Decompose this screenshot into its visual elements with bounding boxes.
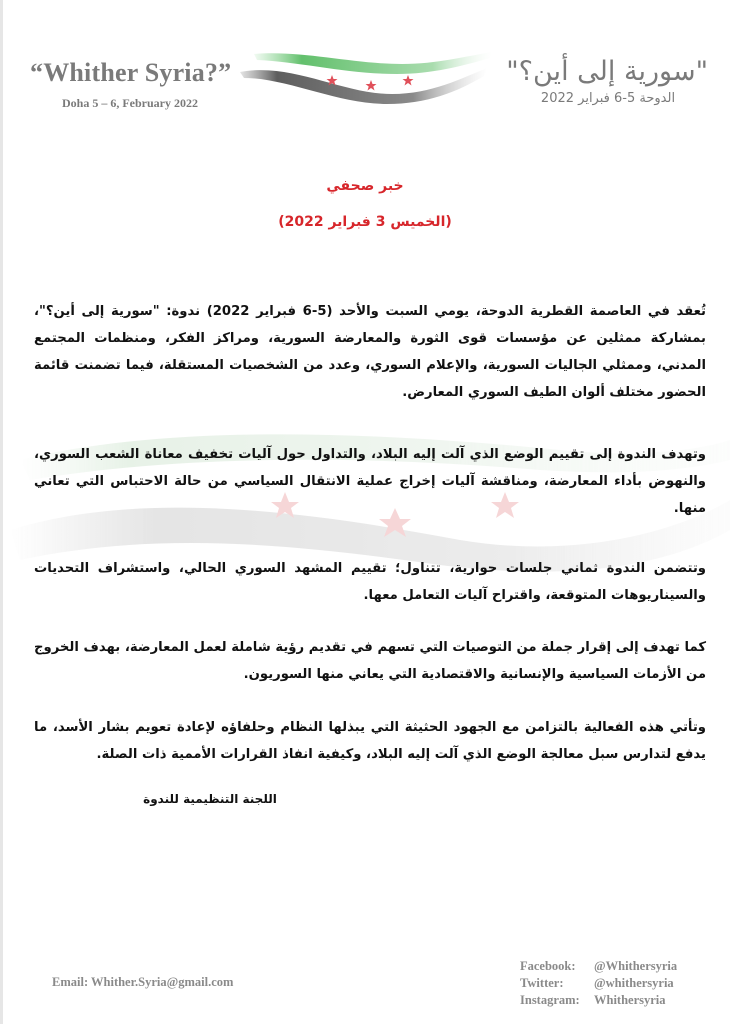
social-handle-twitter[interactable]: @whithersyria [594, 976, 674, 990]
header-english [30, 58, 230, 111]
social-facebook [520, 958, 677, 975]
flag-star-icon [403, 75, 414, 86]
footer-social [520, 958, 677, 1009]
social-handle-instagram[interactable]: Whithersyria [594, 993, 666, 1007]
social-instagram [520, 992, 677, 1009]
email-label: Email: [52, 975, 89, 989]
social-label: Twitter: [520, 976, 564, 990]
social-twitter [520, 975, 677, 992]
header-date-ar: الدوحة 5-6 فبراير 2022 [540, 91, 676, 106]
body-paragraph: تُعقد في العاصمة القطرية الدوحة، يومي السبت والأحد (5-6 فبراير 2022) ندوة: "سورية إلى أين؟"، بمشاركة ممثلين عن مؤسسات قوى الثورة والمعارضة السورية، ومراكز الفكر، ومنظمات المجتمع المدني، وممثلي الجاليات السورية، والإعلام السوري، وعدد من الشخصيات المستقلة، فيما تضمنت قائمة الحضور مختلف ألوان الطيف السوري المعارض. [34, 304, 706, 400]
header-title-ar: "سورية إلى أين؟" [506, 56, 708, 87]
flag-green-band [254, 52, 492, 74]
header-arabic [508, 56, 708, 106]
press-release-date: (الخميس 3 فبراير 2022) [278, 214, 452, 230]
header-date-en: Doha 5 – 6, February 2022 [62, 96, 198, 110]
social-label: Instagram: [520, 993, 580, 1007]
syrian-flag-logo-icon [232, 42, 502, 122]
flag-star-icon [366, 80, 377, 91]
social-label: Facebook: [520, 959, 576, 973]
footer-email [52, 975, 233, 990]
body-paragraph: وتأتي هذه الفعالية بالتزامن مع الجهود الحثيثة التي يبذلها النظام وحلفاؤه لإعادة تعويم بشار الأسد، ما يدفع لتدارس سبل معالجة الوضع الذي آلت إليه البلاد، وكيفية انفاذ القرارات الأممية ذات الصلة. [34, 720, 706, 762]
header-title-en: “Whither Syria?” [30, 58, 232, 87]
body-paragraph: وتهدف الندوة إلى تقييم الوضع الذي آلت إليه البلاد، والتداول حول آليات تخفيف معاناة الشعب السوري، والنهوض بأداء المعارضة، ومناقشة آليات إخراج عملية الانتقال السياسي من حالة الاحتباس التي تعاني منها. [34, 447, 706, 516]
body-paragraph: وتتضمن الندوة ثماني جلسات حوارية، تتناول؛ تقييم المشهد السوري الحالي، واستشراف التحديات والسيناريوهات المتوقعة، واقتراح آليات التعامل معها. [34, 561, 706, 603]
body-paragraph: كما تهدف إلى إقرار جملة من التوصيات التي تسهم في تقديم رؤية شاملة لعمل المعارضة، بهدف الخروج من الأزمات السياسية والإنسانية والاقتصادية التي يعاني منها السوريون. [34, 640, 706, 682]
flag-black-band [240, 68, 487, 104]
signature: اللجنة التنظيمية للندوة [143, 792, 277, 806]
press-release-title: خبر صحفي [326, 178, 404, 194]
social-handle-facebook[interactable]: @Whithersyria [594, 959, 678, 973]
email-link[interactable]: Whither.Syria@gmail.com [91, 975, 234, 989]
